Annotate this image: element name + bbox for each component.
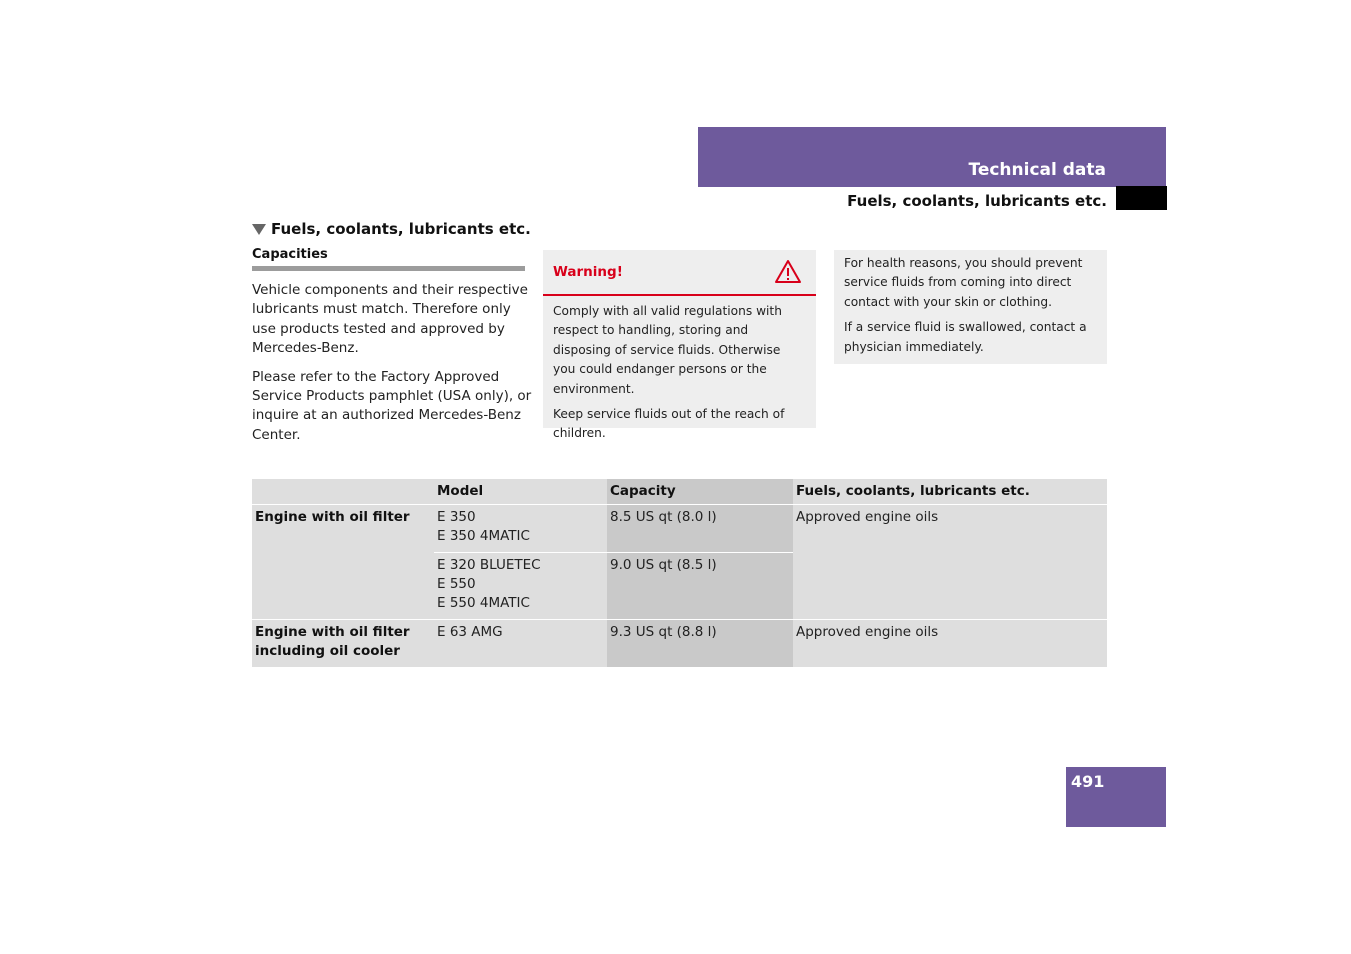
model-name: E 550 4MATIC (437, 595, 530, 611)
sub-heading-rule (252, 266, 525, 271)
model-cell (434, 504, 607, 552)
note-paragraph: For health reasons, you should prevent service fluids from coming into direct contact with your skin or clothing. (844, 256, 1083, 309)
page-number: 491 (1071, 772, 1105, 791)
warning-box (543, 250, 816, 441)
model-name: E 320 BLUETEC (437, 557, 541, 573)
capacity-cell: 9.0 US qt (8.5 l) (607, 552, 793, 619)
warning-paragraph: Comply with all valid regulations with respect to handling, storing and disposing of service fluids. Otherwise you could endanger persons or the environment. (553, 304, 782, 396)
warning-body (543, 296, 816, 444)
model-name: E 350 4MATIC (437, 528, 530, 544)
component-cell: Engine with oil filter including oil cooler (252, 619, 434, 667)
body-text (252, 281, 532, 454)
component-cell: Engine with oil filter (252, 504, 434, 619)
model-name: E 63 AMG (437, 624, 503, 640)
sub-heading: Capacities (252, 247, 328, 262)
section-heading-text: Fuels, coolants, lubricants etc. (271, 220, 531, 238)
body-paragraph: Vehicle components and their respective lubricants must match. Therefore only use products tested and approved by Mercedes-Benz. (252, 282, 528, 357)
body-paragraph: Please refer to the Factory Approved Service Products pamphlet (USA only), or inquire at an authorized Mercedes-Benz Center. (252, 368, 532, 443)
table-header-row (252, 479, 1107, 504)
header-component (252, 479, 434, 504)
thumb-index-tab (1116, 186, 1167, 210)
warning-paragraph: Keep service fluids out of the reach of children. (553, 407, 785, 441)
chapter-title: Technical data (968, 160, 1106, 180)
header-capacity: Capacity (607, 479, 793, 504)
section-heading (252, 219, 531, 239)
warning-header (543, 250, 816, 296)
table-row (252, 504, 1107, 552)
chapter-header-band (698, 127, 1166, 187)
model-cell (434, 552, 607, 619)
header-fluid: Fuels, coolants, lubricants etc. (793, 479, 1107, 504)
model-name: E 350 (437, 509, 476, 525)
header-model: Model (434, 479, 607, 504)
note-box (834, 250, 1107, 364)
capacity-cell: 9.3 US qt (8.8 l) (607, 619, 793, 667)
fluid-cell: Approved engine oils (793, 619, 1107, 667)
page-number-box (1066, 767, 1166, 827)
triangle-down-icon (252, 224, 266, 235)
fluid-cell: Approved engine oils (793, 504, 1107, 619)
model-cell (434, 619, 607, 667)
capacities-table (252, 479, 1107, 667)
model-name: E 550 (437, 576, 476, 592)
note-paragraph: If a service fluid is swallowed, contact a physician immediately. (844, 320, 1087, 354)
section-header: Fuels, coolants, lubricants etc. (847, 192, 1107, 210)
table-row (252, 619, 1107, 667)
warning-triangle-icon (774, 259, 802, 284)
warning-label: Warning! (553, 264, 623, 280)
capacity-cell: 8.5 US qt (8.0 l) (607, 504, 793, 552)
